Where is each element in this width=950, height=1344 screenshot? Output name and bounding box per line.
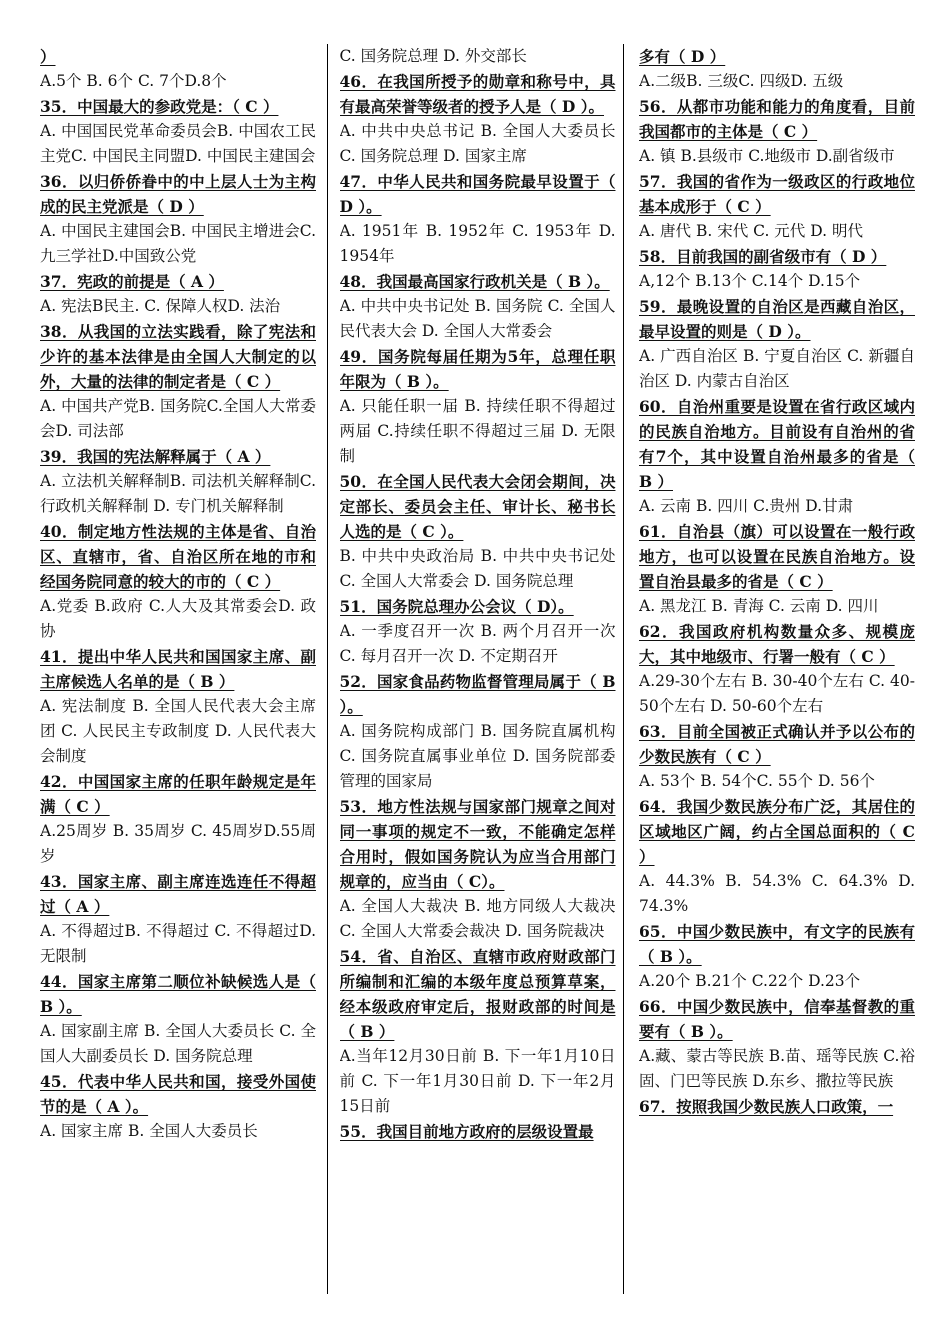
question-text: 63．目前全国被正式确认并予以公布的少数民族有（ C ） [639,722,915,766]
answer-options: A.藏、蒙古等民族 B.苗、瑶等民族 C.裕固、门巴等民族 D.东乡、撒拉等民族 [639,1047,915,1090]
column-2 [340,44,616,1294]
answer-options: A. 国家主席 B. 全国人大委员长 [40,1122,258,1140]
document-page [40,44,915,1294]
answer-options: A. 广西自治区 B. 宁夏自治区 C. 新疆自治区 D. 内蒙古自治区 [639,347,915,390]
answer-options: A. 1951年 B. 1952年 C. 1953年 D. 1954年 [339,222,616,265]
question-text: 51．国务院总理办公会议（ D）。 [339,597,574,616]
answer-options: B. 中共中央政治局 B. 中共中央书记处 C. 全国人大常委会 D. 国务院总理 [339,547,616,590]
answer-options: A. 宪法制度 B. 全国人民代表大会主席团 C. 人民民主专政制度 D. 人民代表大会制度 [40,697,316,765]
answer-options: A.5个 B. 6个 C. 7个D.8个 [40,72,227,90]
question-text: 56．从都市功能和能力的角度看，目前我国都市的主体是（ C ） [639,97,915,141]
question-text: 48．我国最高国家行政机关是（ B ）。 [339,272,610,291]
question-text: 61．自治县（旗）可以设置在一般行政地方，也可以设置在民族自治地方。设置自治县最多的省是（ C ） [639,522,915,591]
question-text: 46．在我国所授予的勋章和称号中，具有最高荣誉等级者的授予人是（ D ）。 [339,72,616,116]
question-text: 62．我国政府机构数量众多、规模庞大，其中地级市、行署一般有（ C ） [639,622,915,666]
answer-options: A. 云南 B. 四川 C.贵州 D.甘肃 [639,497,854,515]
question-text: 43．国家主席、副主席连选连任不得超过（ A ） [40,872,316,916]
answer-options: A. 宪法B民主. C. 保障人权D. 法治 [40,297,281,315]
answer-options: A.25周岁 B. 35周岁 C. 45周岁D.55周岁 [40,822,316,865]
answer-options: A. 全国人大裁决 B. 地方同级人大裁决 C. 全国人大常委会裁决 D. 国务院裁决 [339,897,616,940]
answer-options: A. 国家副主席 B. 全国人大委员长 C. 全国人大副委员长 D. 国务院总理 [40,1022,316,1065]
answer-options: A. 中共中央总书记 B. 全国人大委员长 C. 国务院总理 D. 国家主席 [339,122,616,165]
answer-options: A. 44.3% B. 54.3% C. 64.3% D. 74.3% [639,872,915,915]
question-text: 49．国务院每届任期为5年，总理任职年限为（ B ）。 [339,347,616,391]
question-text: 39．我国的宪法解释属于（ A ） [40,447,271,466]
answer-options: A. 53个 B. 54个C. 55个 D. 56个 [639,772,875,790]
question-text: 35．中国最大的参政党是：（ C ） [40,97,279,116]
answer-options: A. 中共中央书记处 B. 国务院 C. 全国人民代表大会 D. 全国人大常委会 [339,297,616,340]
answer-options: A. 中国民主建国会B. 中国民主增进会C. 九三学社D.中国致公党 [40,222,316,265]
answer-options: A.20个 B.21个 C.22个 D.23个 [639,972,861,990]
answer-options: A. 中国共产党B. 国务院C.全国人大常委会D. 司法部 [40,397,316,440]
column-divider-2 [623,44,624,1294]
column-divider-1 [327,44,328,1294]
question-text: 41．提出中华人民共和国国家主席、副主席候选人名单的是（ B ） [40,647,316,691]
answer-options: A. 黑龙江 B. 青海 C. 云南 D. 四川 [639,597,879,615]
answer-options: A. 国务院构成部门 B. 国务院直属机构 C. 国务院直属事业单位 D. 国务院部委管理的国家局 [339,722,616,790]
question-text: 55．我国目前地方政府的层级设置最 [339,1122,594,1141]
answer-options: A. 镇 B.县级市 C.地级市 D.副省级市 [639,147,895,165]
answer-options: A. 一季度召开一次 B. 两个月召开一次 C. 每月召开一次 D. 不定期召开 [339,622,616,665]
question-text: 47．中华人民共和国务院最早设置于（ D ）。 [339,172,616,216]
question-text: 53．地方性法规与国家部门规章之间对同一事项的规定不一致，不能确定怎样合用时，假如国务院认为应当合用部门规章的，应当由（ C）。 [339,797,616,891]
question-text: 54．省、自治区、直辖市政府财政部门所编制和汇编的本级年度总预算草案，经本级政府审定后，报财政部的时间是（ B ） [339,947,616,1041]
question-text: 37．宪政的前提是（ A ） [40,272,224,291]
column-1 [40,44,316,1294]
answer-options: A. 只能任职一届 B. 持续任职不得超过两届 C.持续任职不得超过三届 D. 无限制 [339,397,616,465]
question-text: 44．国家主席第二顺位补缺候选人是（ B ）。 [40,972,316,1016]
question-text: ） [40,47,56,66]
answer-options: C. 国务院总理 D. 外交部长 [339,47,527,65]
question-text: 57．我国的省作为一级政区的行政地位基本成形于（ C ） [639,172,915,216]
answer-options: A.29-30个左右 B. 30-40个左右 C. 40-50个左右 D. 50-60个左右 [639,672,915,715]
question-text: 40．制定地方性法规的主体是省、自治区、直辖市，省、自治区所在地的市和经国务院同意的较大的市的（ C ） [40,522,316,591]
answer-options: A,12个 B.13个 C.14个 D.15个 [639,272,861,290]
question-text: 52．国家食品药物监督管理局属于（ B ）。 [339,672,616,716]
question-text: 64．我国少数民族分布广泛，其居住的区域地区广阔，约占全国总面积的（ C ） [639,797,915,866]
question-text: 67．按照我国少数民族人口政策，一 [639,1097,894,1116]
question-text: 多有（ D ） [639,47,726,66]
answer-options: A.党委 B.政府 C.人大及其常委会D. 政协 [40,597,316,640]
answer-options: A. 唐代 B. 宋代 C. 元代 D. 明代 [639,222,863,240]
question-text: 58．目前我国的副省级市有（ D ） [639,247,887,266]
column-3 [639,44,915,1294]
question-text: 60．自治州重要是设置在省行政区域内的民族自治地方。目前设有自治州的省有7个，其中设置自治州最多的省是（ B ） [639,397,915,491]
answer-options: A. 中国国民党革命委员会B. 中国农工民主党C. 中国民主同盟D. 中国民主建国会 [40,122,316,165]
question-text: 45．代表中华人民共和国，接受外国使节的是（ A ）。 [40,1072,316,1116]
answer-options: A. 不得超过B. 不得超过 C. 不得超过D. 无限制 [40,922,316,965]
question-text: 65．中国少数民族中，有文字的民族有（ B ）。 [639,922,915,966]
question-text: 59．最晚设置的自治区是西藏自治区，最早设置的则是（ D ）。 [639,297,915,341]
question-text: 36．以归侨侨眷中的中上层人士为主构成的民主党派是（ D ） [40,172,316,216]
question-text: 66．中国少数民族中，信奉基督教的重要有（ B ）。 [639,997,915,1041]
question-text: 38．从我国的立法实践看，除了宪法和少许的基本法律是由全国人大制定的以外，大量的法律的制定者是（ C ） [40,322,316,391]
answer-options: A. 立法机关解释制B. 司法机关解释制C.行政机关解释制 D. 专门机关解释制 [40,472,316,515]
answer-options: A.二级B. 三级C. 四级D. 五级 [639,72,844,90]
question-text: 50．在全国人民代表大会闭会期间，决定部长、委员会主任、审计长、秘书长人选的是（ C ）。 [339,472,616,541]
question-text: 42．中国国家主席的任职年龄规定是年满（ C ） [40,772,316,816]
answer-options: A.当年12月30日前 B. 下一年1月10日前 C. 下一年1月30日前 D. 下一年2月15日前 [339,1047,616,1115]
